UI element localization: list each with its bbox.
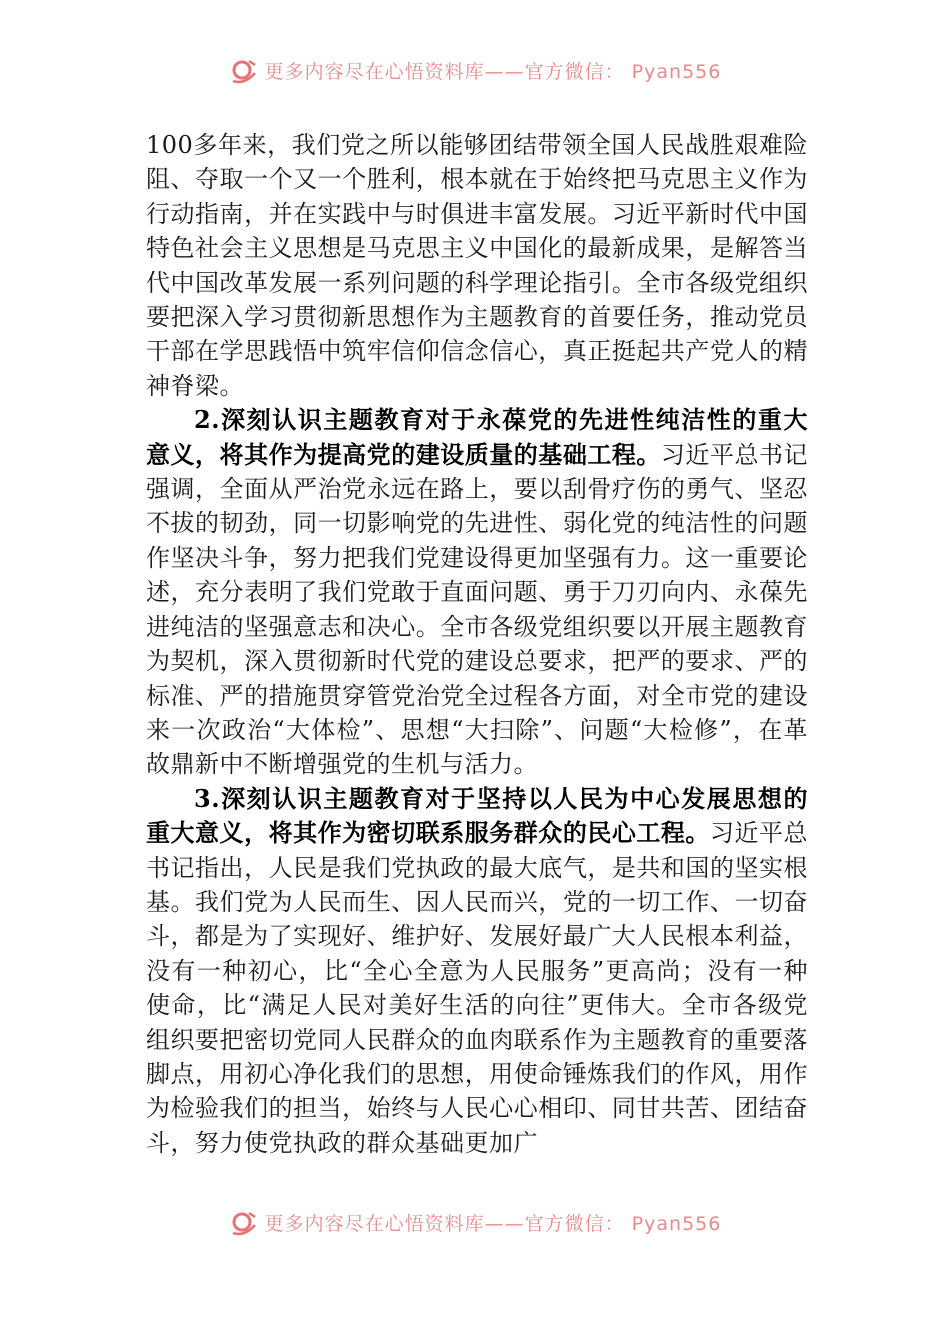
- paragraph-1: [146, 128, 808, 403]
- paragraph-3-text: 习近平总书记指出，人民是我们党执政的最大底气，是共和国的坚实根基。我们党为人民而生、因人民而兴，党的一切工作、一切奋斗，都是为了实现好、维护好、发展好最广大人民根本利益，没有一种初心，比“全心全意为人民服务”更高尚；没有一种使命，比“满足人民对美好生活的向往”更伟大。全市各级党组织要把密切党同人民群众的血肉联系作为主题教育的重要落脚点，用初心净化我们的思想，用使命锤炼我们的作风，用作为检验我们的担当，始终与人民心心相印、同甘共苦、团结奋斗，努力使党执政的群众基础更加广: [146, 819, 809, 1157]
- footer-watermark: [0, 1202, 950, 1242]
- logo-icon: [229, 55, 259, 85]
- paragraph-1-text: 100多年来，我们党之所以能够团结带领全国人民战胜艰难险阻、夺取一个又一个胜利，根本就在于始终把马克思主义作为行动指南，并在实践中与时俱进丰富发展。习近平新时代中国特色社会主义思想是马克思主义中国化的最新成果，是解答当代中国改革发展一系列问题的科学理论指引。全市各级党组织要把深入学习贯彻新思想作为主题教育的首要任务，推动党员干部在学思践悟中筑牢信仰信念信心，真正挺起共产党人的精神脊梁。: [146, 131, 808, 400]
- watermark-text: 更多内容尽在心悟资料库——官方微信： Pyan556: [264, 1212, 722, 1235]
- header-watermark: [0, 50, 950, 90]
- paragraph-3: [146, 782, 808, 1160]
- paragraph-2-text: 习近平总书记强调，全面从严治党永远在路上，要以刮骨疗伤的勇气、坚忍不拔的韧劲，同一切影响党的先进性、弱化党的纯洁性的问题作坚决斗争，努力把我们党建设得更加坚强有力。这一重要论述，充分表明了我们党敢于直面问题、勇于刀刃向内、永葆先进纯洁的坚强意志和决心。全市各级党组织要以开展主题教育为契机，深入贯彻新时代党的建设总要求，把严的要求、严的标准、严的措施贯穿管党治党全过程各方面，对全市党的建设来一次政治“大体检”、思想“大扫除”、问题“大检修”，在革故鼎新中不断增强党的生机与活力。: [146, 440, 809, 779]
- logo-icon: [229, 1207, 259, 1237]
- paragraph-2-heading: 2.深刻认识主题教育对于永葆党的先进性纯洁性的重大意义，将其作为提高党的建设质量的基础工程。: [146, 405, 808, 469]
- paragraph-3-heading: 3.深刻认识主题教育对于坚持以人民为中心发展思想的重大意义，将其作为密切联系服务群众的民心工程。: [146, 783, 808, 848]
- watermark-text: 更多内容尽在心悟资料库——官方微信： Pyan556: [264, 60, 722, 83]
- document-body: [146, 128, 808, 1160]
- paragraph-2: [146, 403, 808, 781]
